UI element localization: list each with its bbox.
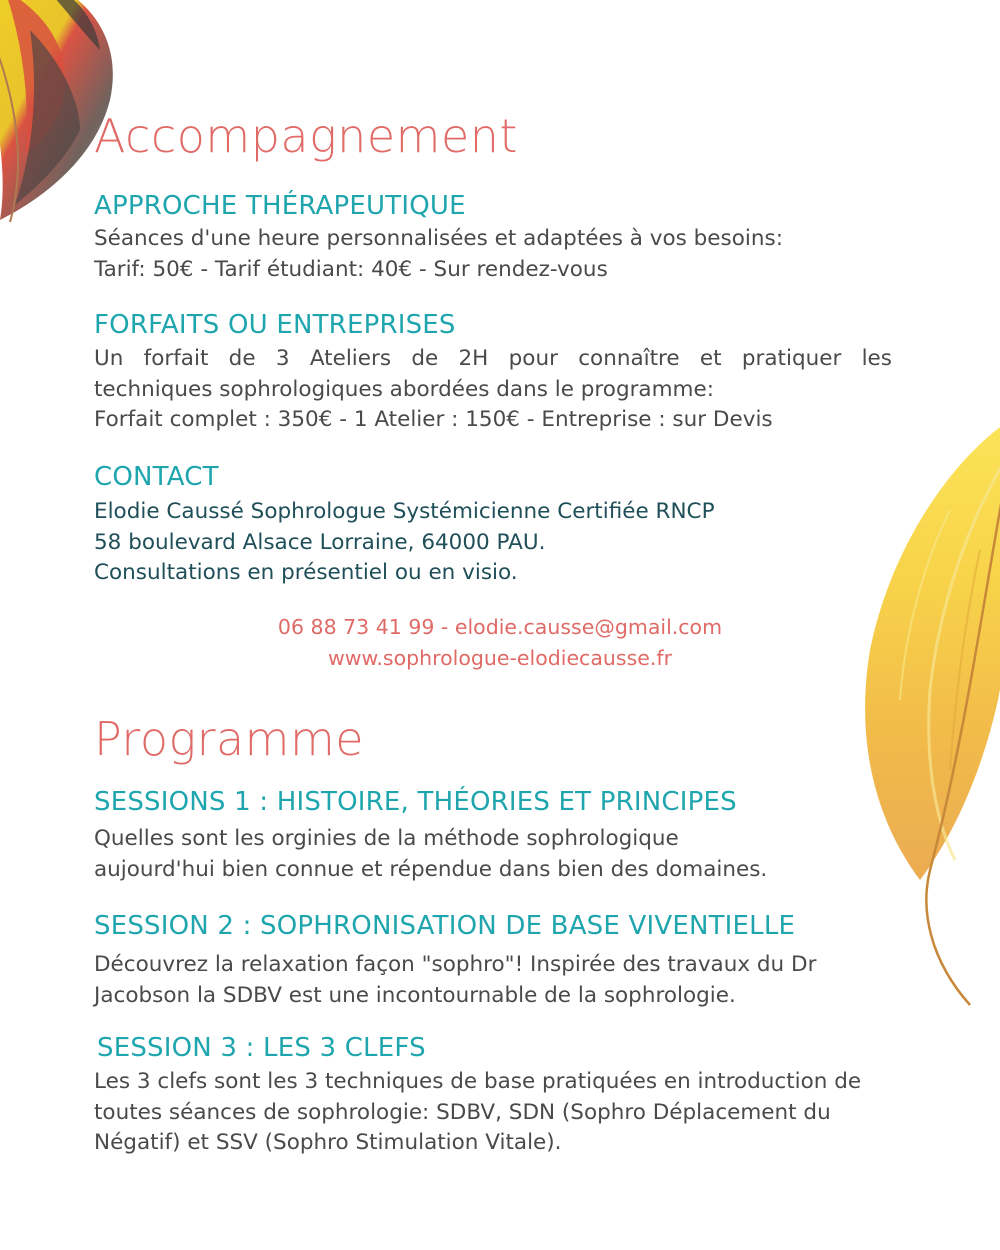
- forfaits-line-3: Forfait complet : 350€ - 1 Atelier : 150€ - Entreprise : sur Devis: [94, 407, 773, 432]
- approche-line-2: Tarif: 50€ - Tarif étudiant: 40€ - Sur rendez-vous: [94, 256, 608, 282]
- approche-therapeutique-text: [94, 224, 894, 285]
- heading-contact: CONTACT: [94, 462, 219, 492]
- session-3-text: [94, 1067, 894, 1159]
- contact-text: [94, 497, 894, 589]
- contact-links: [94, 612, 906, 674]
- session-3-line-1: Les 3 clefs sont les 3 techniques de base pratiquées en introduction de: [94, 1069, 862, 1094]
- title-programme: Programme: [94, 712, 365, 766]
- heading-approche-therapeutique: APPROCHE THÉRAPEUTIQUE: [94, 191, 466, 221]
- session-3-line-2: toutes séances de sophrologie: SDBV, SDN (Sophro Déplacement du: [94, 1099, 831, 1125]
- contact-line-2: 58 boulevard Alsace Lorraine, 64000 PAU.: [94, 529, 546, 555]
- session-1-line-1: Quelles sont les orginies de la méthode sophrologique: [94, 826, 679, 851]
- title-accompagnement: Accompagnement: [94, 109, 518, 163]
- website-link[interactable]: www.sophrologue-elodiecausse.fr: [327, 646, 673, 670]
- approche-line-1: Séances d'une heure personnalisées et adaptées à vos besoins:: [94, 226, 783, 251]
- heading-session-3: SESSION 3 : LES 3 CLEFS: [97, 1033, 426, 1063]
- heading-session-1: SESSIONS 1 : HISTOIRE, THÉORIES ET PRINCIPES: [94, 787, 737, 817]
- session-2-line-1: Découvrez la relaxation façon "sophro"! Inspirée des travaux du Dr: [94, 952, 817, 977]
- heading-forfaits-entreprises: FORFAITS OU ENTREPRISES: [94, 310, 456, 340]
- forfaits-line-2: techniques sophrologiques abordées dans le programme:: [94, 376, 714, 402]
- session-2-line-2: Jacobson la SDBV est une incontournable de la sophrologie.: [94, 982, 736, 1008]
- session-2-text: [94, 950, 894, 1011]
- contact-line-3: Consultations en présentiel ou en visio.: [94, 560, 518, 585]
- forfaits-line-1: Un forfait de 3 Ateliers de 2H pour connaître et pratiquer les: [94, 346, 892, 371]
- contact-line-1: Elodie Caussé Sophrologue Systémicienne Certifiée RNCP: [94, 499, 715, 524]
- forfaits-entreprises-text: [94, 344, 892, 436]
- session-1-line-2: aujourd'hui bien connue et répendue dans bien des domaines.: [94, 856, 768, 882]
- phone-email-link[interactable]: 06 88 73 41 99 - elodie.causse@gmail.com: [277, 615, 723, 639]
- session-3-line-3: Négatif) et SSV (Sophro Stimulation Vitale).: [94, 1130, 562, 1155]
- heading-session-2: SESSION 2 : SOPHRONISATION DE BASE VIVENTIELLE: [94, 911, 796, 941]
- feather-right-icon: [830, 400, 1000, 1020]
- session-1-text: [94, 824, 894, 885]
